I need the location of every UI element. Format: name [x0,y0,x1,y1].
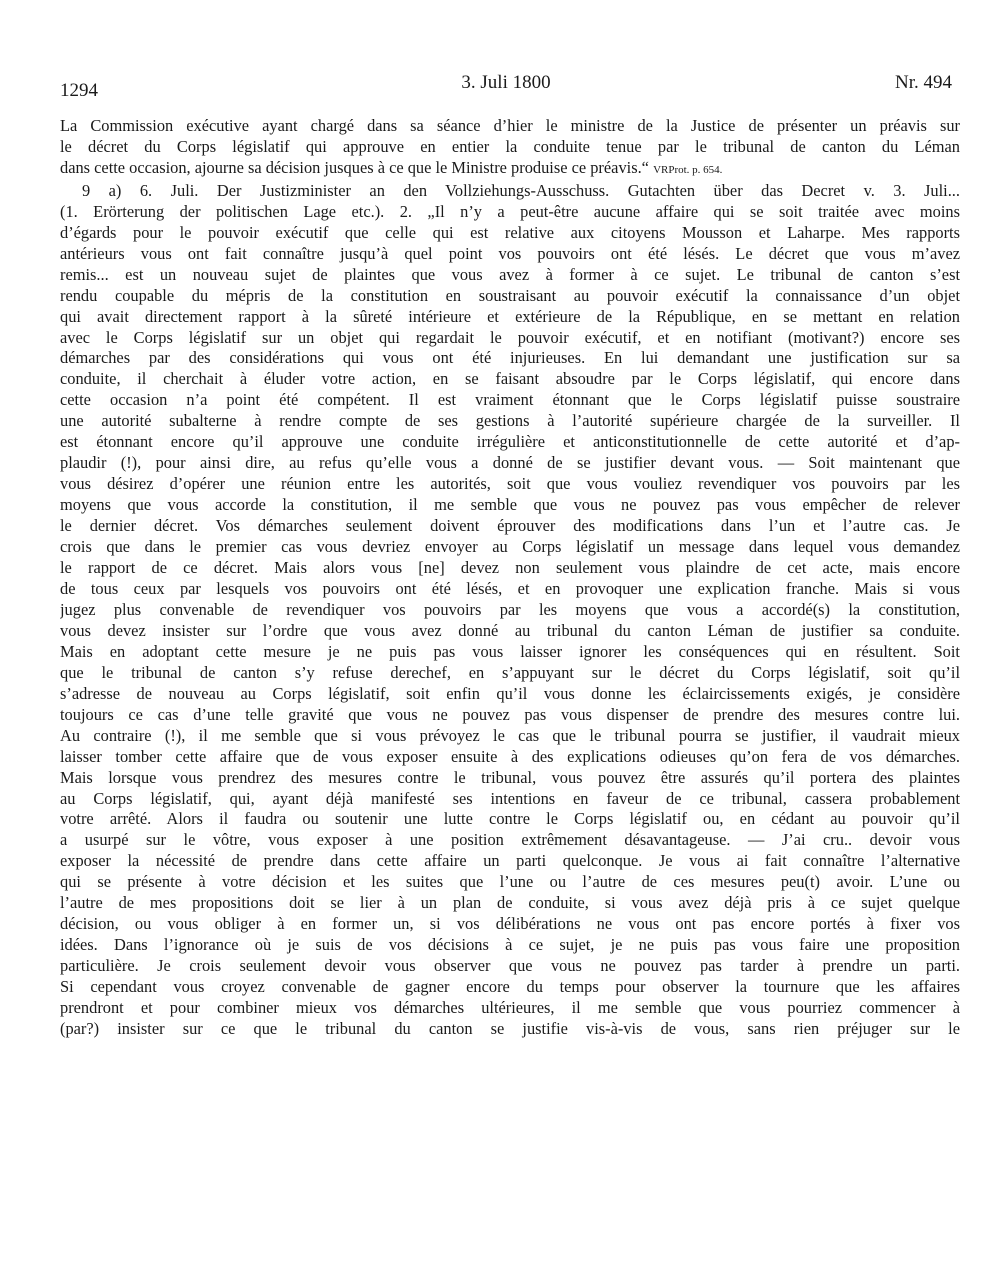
text-line [60,558,960,579]
text-line [60,705,960,726]
text-line-content: Mais en adoptant cette mesure je ne puis pas vous laisser ignorer les conséquences qui en résultent. Soit [60,641,960,661]
text-line-content: a usurpé sur le vôtre, vous exposer à une position extrêmement désavantageuse. — J’ai cru.. devoir vous [60,830,960,850]
text-line [60,369,960,390]
text-line [60,663,960,684]
text-line [60,495,960,516]
text-line-content: laisser tomber cette affaire que de vous exposer ensuite à des explications odieuses qu’on fera de vos démarches. [60,746,960,766]
text-line [60,768,960,789]
text-line [60,1019,960,1040]
text-line [60,998,960,1019]
text-line [60,223,960,244]
text-line-content: s’adresse de nouveau au Corps législatif, soit enfin qu’il vous donne les éclaircissements exigés, je considère [60,683,960,703]
text-line-content: antérieurs vous ont fait connaître jusqu’à quel point vos pouvoirs ont été lésés. Le décret que vous m’avez [60,243,960,263]
text-line-content: moyens que vous accorde la constitution, il me semble que vous ne pouvez pas vous empêcher de relever [60,495,960,515]
text-line-content: 9 a) 6. Juli. Der Justizminister an den Vollziehungs-Ausschuss. Gutachten über das Decret v. 3. Juli... [82,180,960,200]
text-line [60,265,960,286]
text-line-content: vous désirez d’opérer une réunion entre les autorités, soit que vous vouliez revendiquer vos pouvoirs par les [60,474,960,494]
text-line-content: Si cependant vous croyez convenable de gagner encore du temps pour observer la tournure que les affaires [60,977,960,997]
text-line [60,684,960,705]
text-line-content: qui se présente à votre décision et les suites que l’une ou l’autre de ces mesures peu(t) avoir. L’une ou [60,872,960,892]
text-line [60,893,960,914]
text-line-content: de tous ceux par lesquels vos pouvoirs ont été lésés, et en provoquer une explication franche. Mais si vous [60,578,960,598]
text-line-content: votre arrêté. Alors il faudra ou soutenir une lutte contre le Corps législatif ou, en cédant au pouvoir qu’il [60,809,960,829]
text-line-content: est étonnant encore qu’il approuve une conduite irrégulière et anticonstitutionnelle de cette autorité et d’ap- [60,432,960,452]
text-line [60,830,960,851]
text-line [60,348,960,369]
text-line-content: conduite, il cherchait à éluder votre action, en se faisant absoudre par le Corps législatif, qui encore dans [60,369,960,389]
text-line-content: vous devez insister sur l’ordre que vous avez donné au tribunal du canton Léman de justifier sa conduite. [60,620,960,640]
text-line-content: qui avait directement rapport à la sûreté intérieure et extérieure de la République, en se mettant en relation [60,306,960,326]
text-line [60,137,960,158]
text-line [60,956,960,977]
text-line [60,809,960,830]
text-line-content: plaudir (!), pour ainsi dire, au refus qu’elle vous a donné de se justifier devant vous. — Soit maintenant que [60,453,960,473]
text-line-content: jugez plus convenable de revendiquer vos pouvoirs par les moyens que vous a accordé(s) la constitution, [60,599,960,619]
page-number: 1294 [60,80,98,101]
text-line [60,390,960,411]
text-line-content: toujours ce cas d’une telle gravité que vous ne pouvez pas vous dispenser de prendre des mesures contre lui. [60,704,960,724]
text-line [60,935,960,956]
text-line-content: Au contraire (!), il me semble que si vous prévoyez le cas que le tribunal pourra se justifier, il vaudrait mieux [60,725,960,745]
header-date: 3. Juli 1800 [461,72,551,93]
protocol-reference: VRProt. p. 654. [653,163,723,176]
text-line [60,642,960,663]
text-line [60,328,960,349]
text-line [60,474,960,495]
text-line [60,977,960,998]
text-line [60,116,960,137]
text-line-content: dans cette occasion, ajourne sa décision jusques à ce que le Ministre produise ce préavis.“ [60,157,649,177]
text-line-content: particulière. Je crois seulement devoir vous observer que vous ne pouvez pas tarder à prendre un parti. [60,956,960,976]
text-line [60,621,960,642]
text-line-content: La Commission exécutive ayant chargé dans sa séance d’hier le ministre de la Justice de présenter un préavis sur [60,116,960,135]
text-line-content: décision, ou vous obliger à en former un, si vos délibérations ne vous ont pas encore portés à fixer vos [60,914,960,934]
text-line-content: au Corps législatif, qui, ayant déjà manifesté ses intentions en faveur de ce tribunal, cassera probablement [60,788,960,808]
text-line [60,516,960,537]
text-line [60,579,960,600]
text-line-content: (par?) insister sur ce que le tribunal du canton se justifie vis-à-vis de vous, sans rien préjuger sur le [60,1018,960,1038]
text-line [60,432,960,453]
text-line-content: démarches par des considérations qui vous ont été injurieuses. En lui demandant une justification sur sa [60,348,960,368]
text-line [60,851,960,872]
text-line-content: une autorité subalterne à rendre compte de ses gestions à l’autorité supérieure chargée de la surveiller. Il [60,411,960,431]
text-line [60,747,960,768]
text-line-content: que le tribunal de canton s’y refuse derechef, en s’appuyant sur le décret du Corps législatif, soit qu’il [60,662,960,682]
text-line-content: d’égards pour le pouvoir exécutif que celle qui est relative aux citoyens Mousson et Laharpe. Mes rapports [60,222,960,242]
text-line-content: prendront et pour combiner mieux vos démarches ultérieures, il me semble que vous pourriez commencer à [60,998,960,1018]
running-header [60,72,952,106]
text-line [60,872,960,893]
text-line [60,181,960,202]
text-line-content: cette occasion n’a point été compétent. Il est vraiment étonnant que le Corps législatif puisse soustraire [60,390,960,410]
text-line [60,244,960,265]
document-body [60,116,960,1040]
text-line-content: le rapport de ce décret. Mais alors vous [ne] devez non seulement vous plaindre de cet acte, mais encore [60,558,960,578]
text-line-content: exposer la nécessité de prendre dans cette affaire un parti quelconque. Je vous ai fait connaître l’alternative [60,851,960,871]
text-line-content: le décret du Corps législatif qui approuve en entier la conduite tenue par le tribunal de canton du Léman [60,136,960,156]
text-line-content: (1. Erörterung der politischen Lage etc.). 2. „Il n’y a peut-être aucune affaire qui se soit traitée avec moins [60,201,960,221]
text-line-content: l’autre de mes propositions doit se lier à un plan de conduite, si vous avez déjà pris à ce sujet quelque [60,893,960,913]
text-line-content: remis... est un nouveau sujet de plaintes que vous avez à former à ce sujet. Le tribunal de canton s’est [60,264,960,284]
text-line [60,914,960,935]
text-line [60,537,960,558]
text-line-content: avec le Corps législatif sur un objet qui regardait le pouvoir exécutif, et en notifiant (motivant?) encore ses [60,327,960,347]
text-line-content: le dernier décret. Vos démarches seulement doivent éprouver des modifications dans l’un et l’autre cas. Je [60,516,960,536]
text-line [60,453,960,474]
text-line [60,158,960,181]
text-line-content: rendu coupable du mépris de la constitution en soustraisant au pouvoir exécutif la connaissance d’un objet [60,285,960,305]
text-line-content: crois que dans le premier cas vous devriez envoyer au Corps législatif un message dans lequel vous demandez [60,537,960,557]
text-line-content: Mais lorsque vous prendrez des mesures contre le tribunal, vous pouvez être assurés qu’il portera des plaintes [60,767,960,787]
text-line-content: idées. Dans l’ignorance où je suis de vos décisions à ce sujet, je ne puis pas vous faire une proposition [60,935,960,955]
text-line [60,600,960,621]
text-line [60,411,960,432]
text-line [60,789,960,810]
text-line [60,202,960,223]
text-line [60,726,960,747]
text-line [60,307,960,328]
text-line [60,286,960,307]
document-number: Nr. 494 [895,72,952,93]
